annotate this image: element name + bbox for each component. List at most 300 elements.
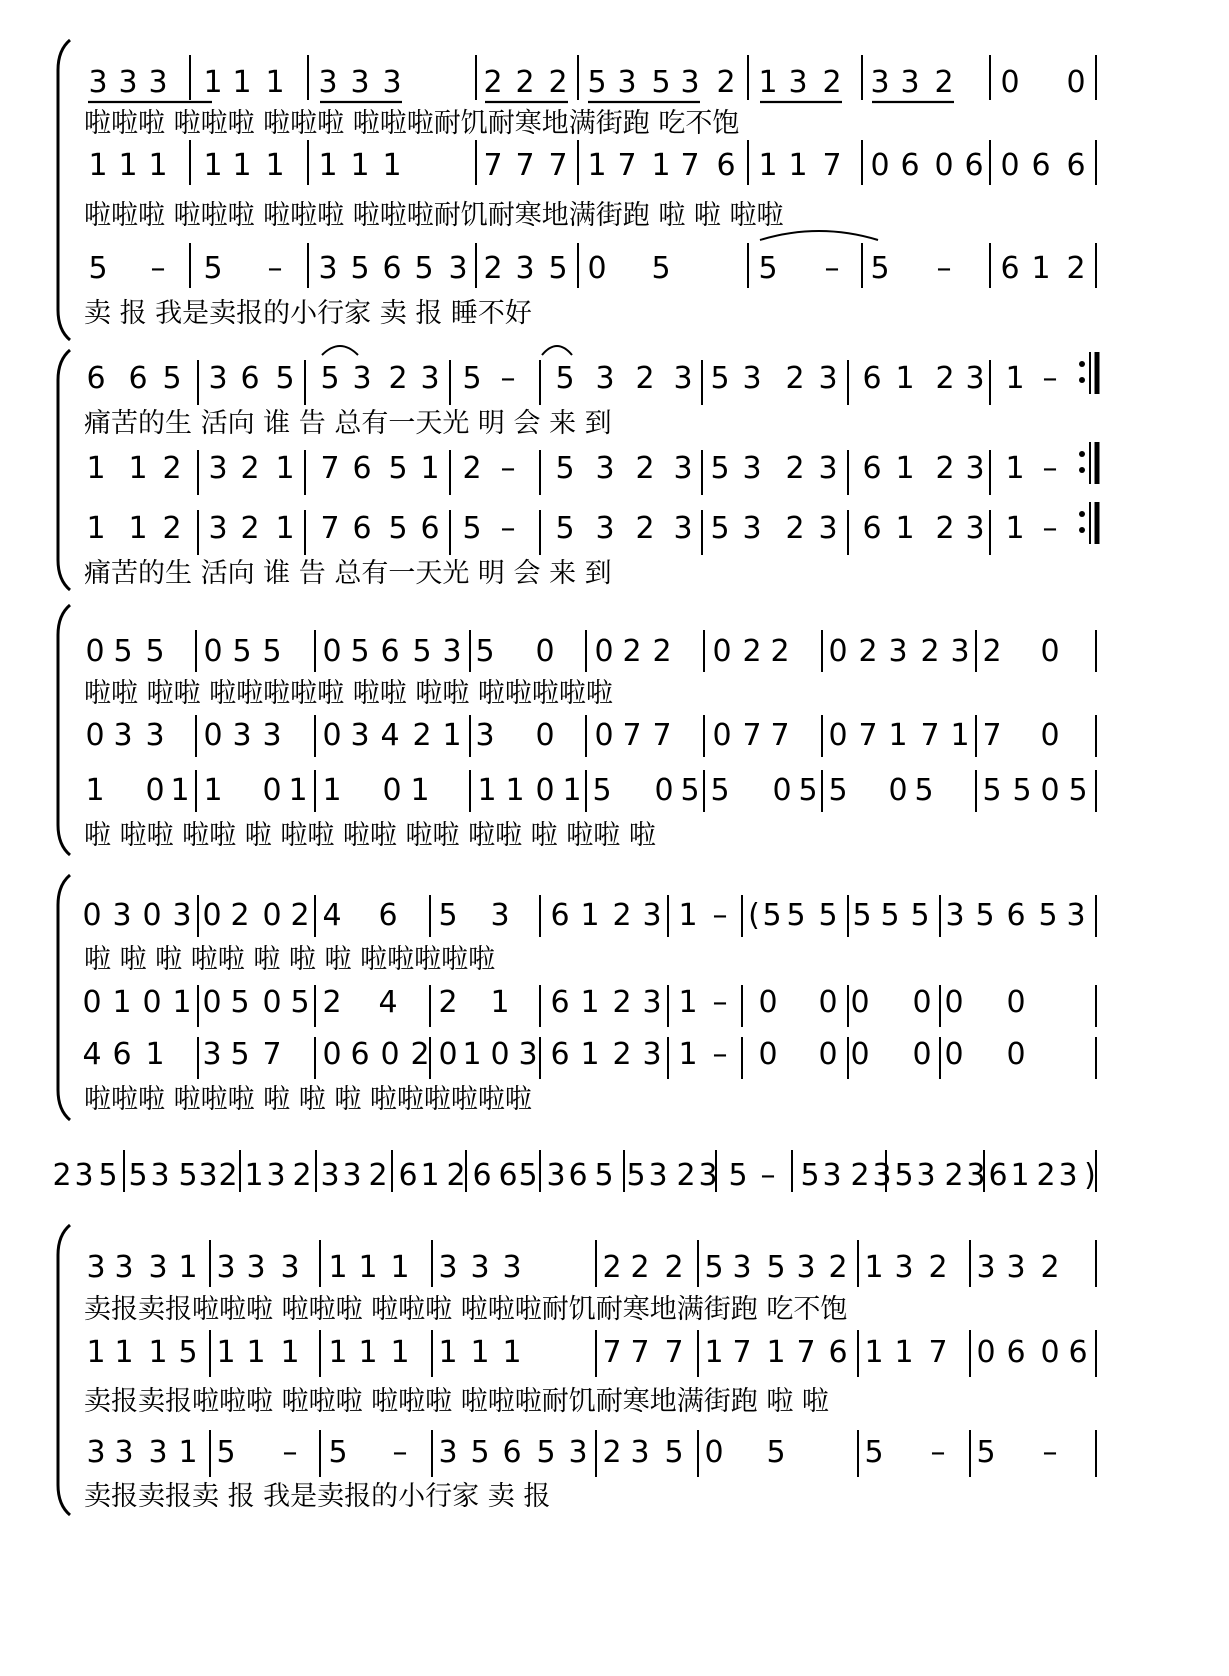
note: 1 bbox=[758, 65, 778, 100]
note: 6 bbox=[1006, 1335, 1026, 1370]
note: 1 bbox=[864, 1335, 884, 1370]
note: 0 bbox=[322, 718, 342, 753]
note: 3 bbox=[208, 511, 228, 546]
lyric-line: 卖报卖报卖 报 我是卖报的小行家 卖 报 bbox=[84, 1481, 551, 1512]
system-4 bbox=[58, 875, 1096, 1120]
note: 2 bbox=[850, 1158, 870, 1193]
slur bbox=[542, 346, 572, 355]
note: 3 bbox=[630, 1435, 650, 1470]
note: 2 bbox=[612, 985, 632, 1020]
note: 1 bbox=[172, 985, 192, 1020]
note: 7 bbox=[928, 1335, 948, 1370]
note: 5 bbox=[462, 361, 482, 396]
note: 6 bbox=[420, 511, 440, 546]
note: 1 bbox=[580, 1037, 600, 1072]
note: 2 bbox=[240, 451, 260, 486]
note: 6 bbox=[1006, 898, 1026, 933]
note: 7 bbox=[732, 1335, 752, 1370]
note: 0 bbox=[1040, 718, 1060, 753]
note: 1 bbox=[587, 148, 607, 183]
note: 1 bbox=[148, 148, 168, 183]
dash-extension: – bbox=[760, 1158, 776, 1193]
note: 5 bbox=[145, 634, 165, 669]
note: 5 bbox=[798, 773, 818, 808]
note: 5 bbox=[412, 634, 432, 669]
note: 5 bbox=[864, 1435, 884, 1470]
dash-extension: – bbox=[1042, 451, 1058, 486]
note: 3 bbox=[546, 1158, 566, 1193]
note: 7 bbox=[822, 148, 842, 183]
repeat-dot bbox=[1079, 527, 1085, 533]
note: 1 bbox=[203, 148, 223, 183]
note: 2 bbox=[612, 1037, 632, 1072]
note: 1 bbox=[145, 1037, 165, 1072]
dash-extension: – bbox=[150, 251, 166, 286]
note: 1 bbox=[246, 1335, 266, 1370]
note: 0 bbox=[944, 1037, 964, 1072]
note: 1 bbox=[888, 718, 908, 753]
note: 5 bbox=[232, 634, 252, 669]
note: 7 bbox=[742, 718, 762, 753]
note: 0 bbox=[262, 773, 282, 808]
note: 5 bbox=[262, 634, 282, 669]
note: 1 bbox=[86, 511, 106, 546]
note: 2 bbox=[982, 634, 1002, 669]
note: 6 bbox=[568, 1158, 588, 1193]
note: 3 bbox=[148, 1435, 168, 1470]
repeat-dot bbox=[1079, 511, 1085, 517]
note: 1 bbox=[178, 1435, 198, 1470]
note: 5 bbox=[414, 251, 434, 286]
dash-extension: – bbox=[712, 985, 728, 1020]
note: 3 bbox=[280, 1250, 300, 1285]
note: 5 bbox=[88, 251, 108, 286]
note: 0 bbox=[1066, 65, 1086, 100]
system-brace bbox=[58, 40, 70, 340]
note: 0 bbox=[1040, 773, 1060, 808]
note: 0 bbox=[203, 718, 223, 753]
note: 3 bbox=[148, 65, 168, 100]
note: 6 bbox=[128, 361, 148, 396]
note: 0 bbox=[535, 634, 555, 669]
note: 3 bbox=[518, 1037, 538, 1072]
note: 5 bbox=[592, 773, 612, 808]
note: 2 bbox=[934, 65, 954, 100]
note: 1 bbox=[118, 148, 138, 183]
note: 0 bbox=[85, 634, 105, 669]
note: 0 bbox=[772, 773, 792, 808]
note: 1 bbox=[288, 773, 308, 808]
lyric-line: 啦 啦啦 啦啦 啦 啦啦 啦啦 啦啦 啦啦 啦 啦啦 啦 bbox=[84, 820, 656, 851]
note: 7 bbox=[630, 1335, 650, 1370]
note: 3 bbox=[916, 1158, 936, 1193]
note: 0 bbox=[535, 773, 555, 808]
note: 2 bbox=[612, 898, 632, 933]
note: 5 bbox=[651, 65, 671, 100]
note: 1 bbox=[477, 773, 497, 808]
note: 1 bbox=[950, 718, 970, 753]
note: 0 bbox=[850, 985, 870, 1020]
note: 6 bbox=[352, 451, 372, 486]
note: 1 bbox=[232, 65, 252, 100]
note: 5 bbox=[766, 1250, 786, 1285]
note: 5 bbox=[894, 1158, 914, 1193]
note: 2 bbox=[483, 65, 503, 100]
note: 5 bbox=[216, 1435, 236, 1470]
lyric-line: 痛苦的生 活向 谁 告 总有一天光 明 会 来 到 bbox=[84, 558, 612, 589]
note: 3 bbox=[642, 898, 662, 933]
note: 5 bbox=[766, 1435, 786, 1470]
note: 3 bbox=[966, 1158, 986, 1193]
system-2 bbox=[58, 350, 1058, 590]
note: 2 bbox=[548, 65, 568, 100]
note: 7 bbox=[770, 718, 790, 753]
note: 3 bbox=[148, 1250, 168, 1285]
note: 6 bbox=[352, 511, 372, 546]
note: 1 bbox=[114, 1335, 134, 1370]
system-5 bbox=[52, 1150, 1096, 1193]
note: 3 bbox=[617, 65, 637, 100]
lyric-line: 卖 报 我是卖报的小行家 卖 报 睡不好 bbox=[84, 298, 532, 329]
note: 0 bbox=[322, 634, 342, 669]
note: 5 bbox=[290, 985, 310, 1020]
note: 5 bbox=[462, 511, 482, 546]
note: 3 bbox=[822, 1158, 842, 1193]
note: 3 bbox=[870, 65, 890, 100]
note: 5 bbox=[275, 361, 295, 396]
note: 2 bbox=[515, 65, 535, 100]
note: 5 bbox=[388, 451, 408, 486]
note: 4 bbox=[82, 1037, 102, 1072]
note: 3 bbox=[818, 511, 838, 546]
note: 5 bbox=[1038, 898, 1058, 933]
note: 3 bbox=[150, 1158, 170, 1193]
note: 1 bbox=[678, 1037, 698, 1072]
note: 5 bbox=[664, 1435, 684, 1470]
note: 1 bbox=[148, 1335, 168, 1370]
note: 1 bbox=[1005, 361, 1025, 396]
note: 7 bbox=[858, 718, 878, 753]
note: 0 bbox=[712, 718, 732, 753]
note: 1 bbox=[322, 773, 342, 808]
note: 3 bbox=[673, 511, 693, 546]
note: 3 bbox=[438, 1250, 458, 1285]
note: 3 bbox=[490, 898, 510, 933]
note: 1 bbox=[178, 1250, 198, 1285]
note: 0 bbox=[145, 773, 165, 808]
note: 1 bbox=[758, 148, 778, 183]
note: 1 bbox=[1010, 1158, 1030, 1193]
note: 1 bbox=[216, 1335, 236, 1370]
note: 3 bbox=[888, 634, 908, 669]
note: 7 bbox=[483, 148, 503, 183]
note: 3 bbox=[448, 251, 468, 286]
note: 6 bbox=[550, 898, 570, 933]
note: 2 bbox=[410, 1037, 430, 1072]
note: 3 bbox=[318, 65, 338, 100]
lyric-line: 卖报卖报啦啦啦 啦啦啦 啦啦啦 啦啦啦耐饥耐寒地满街跑 啦 啦 bbox=[84, 1386, 829, 1417]
system-brace bbox=[58, 605, 70, 855]
note: 5 bbox=[350, 251, 370, 286]
note: 6 bbox=[900, 148, 920, 183]
note: 2 bbox=[785, 511, 805, 546]
note: 1 bbox=[895, 451, 915, 486]
note: 6 bbox=[1031, 148, 1051, 183]
note: 3 bbox=[742, 451, 762, 486]
note: 5 bbox=[555, 451, 575, 486]
note: 1 bbox=[318, 148, 338, 183]
note: 3 bbox=[595, 511, 615, 546]
note: 5 bbox=[914, 773, 934, 808]
note: 2 bbox=[858, 634, 878, 669]
note: 3 bbox=[172, 898, 192, 933]
note: 1 bbox=[678, 985, 698, 1020]
note: 1 bbox=[420, 451, 440, 486]
note: 2 bbox=[828, 1250, 848, 1285]
note: 3 bbox=[673, 361, 693, 396]
lyric-line: 啦啦啦 啦啦啦 啦啦啦 啦啦啦耐饥耐寒地满街跑 啦 啦 啦啦 bbox=[84, 200, 784, 231]
note: 2 bbox=[446, 1158, 466, 1193]
note: 0 bbox=[850, 1037, 870, 1072]
note: 6 bbox=[862, 451, 882, 486]
note: 3 bbox=[342, 1158, 362, 1193]
repeat-dot bbox=[1079, 467, 1085, 473]
note: 0 bbox=[976, 1335, 996, 1370]
slur bbox=[760, 231, 878, 240]
note: 5 bbox=[98, 1158, 118, 1193]
note: 2 bbox=[622, 634, 642, 669]
note: 5 bbox=[178, 1158, 198, 1193]
note: 3 bbox=[698, 1158, 718, 1193]
note: 0 bbox=[828, 718, 848, 753]
note: 3 bbox=[1058, 1158, 1078, 1193]
dash-extension: – bbox=[936, 251, 952, 286]
note: 3 bbox=[680, 65, 700, 100]
note: 0 bbox=[934, 148, 954, 183]
note: 3 bbox=[86, 1435, 106, 1470]
note: 7 bbox=[320, 451, 340, 486]
note: 1 bbox=[265, 148, 285, 183]
note: 5 bbox=[651, 251, 671, 286]
note: 7 bbox=[515, 148, 535, 183]
note: 0 bbox=[1006, 1037, 1026, 1072]
note: 3 bbox=[350, 65, 370, 100]
note: 6 bbox=[550, 985, 570, 1020]
note: 6 bbox=[350, 1037, 370, 1072]
note: 5 bbox=[178, 1335, 198, 1370]
note: 3 bbox=[74, 1158, 94, 1193]
note: 1 bbox=[275, 511, 295, 546]
note: 5 bbox=[975, 898, 995, 933]
note: 0 bbox=[758, 985, 778, 1020]
note: 6 bbox=[380, 634, 400, 669]
note: 5 bbox=[710, 511, 730, 546]
note: 2 bbox=[602, 1250, 622, 1285]
note: 3 bbox=[442, 634, 462, 669]
note: 2 bbox=[230, 898, 250, 933]
note: 6 bbox=[964, 148, 984, 183]
note: 6 bbox=[1000, 251, 1020, 286]
note: 5 bbox=[704, 1250, 724, 1285]
note: 3 bbox=[950, 634, 970, 669]
dash-extension: – bbox=[267, 251, 283, 286]
dash-extension: – bbox=[282, 1435, 298, 1470]
note: 4 bbox=[322, 898, 342, 933]
note: 0 bbox=[262, 898, 282, 933]
lyric-line: 啦 啦 啦 啦啦 啦 啦 啦 啦啦啦啦啦 bbox=[84, 944, 496, 975]
note: 1 bbox=[766, 1335, 786, 1370]
note: 0 bbox=[654, 773, 674, 808]
note: 7 bbox=[320, 511, 340, 546]
note: 0 bbox=[818, 1037, 838, 1072]
note: 3 bbox=[88, 65, 108, 100]
note: 1 bbox=[788, 148, 808, 183]
note: 0 bbox=[587, 251, 607, 286]
note: 0 bbox=[202, 985, 222, 1020]
note: 2 bbox=[1040, 1250, 1060, 1285]
note: 1 bbox=[86, 451, 106, 486]
note: 3 bbox=[208, 451, 228, 486]
note: 1 bbox=[1031, 251, 1051, 286]
note: 3 bbox=[642, 985, 662, 1020]
note: 1 bbox=[390, 1250, 410, 1285]
note: 7 bbox=[982, 718, 1002, 753]
note: 1 bbox=[203, 773, 223, 808]
note: 3 bbox=[114, 1435, 134, 1470]
note: 5 bbox=[328, 1435, 348, 1470]
system-brace bbox=[58, 875, 70, 1120]
note: 1 bbox=[350, 148, 370, 183]
lyric-line: 啦啦啦 啦啦啦 啦 啦 啦 啦啦啦啦啦啦 bbox=[84, 1084, 532, 1115]
note: 1 bbox=[85, 773, 105, 808]
note: 0 bbox=[888, 773, 908, 808]
note: 3 bbox=[118, 65, 138, 100]
note: 3 bbox=[502, 1250, 522, 1285]
note: 3 bbox=[1006, 1250, 1026, 1285]
note: 5 bbox=[762, 898, 782, 933]
dash-extension: – bbox=[500, 361, 516, 396]
note: 3 bbox=[216, 1250, 236, 1285]
note: 3 bbox=[198, 1158, 218, 1193]
note: 2 bbox=[1066, 251, 1086, 286]
note: 5 bbox=[1068, 773, 1088, 808]
note: 7 bbox=[920, 718, 940, 753]
note: 1 bbox=[580, 985, 600, 1020]
note: 6 bbox=[1068, 1335, 1088, 1370]
note: 0 bbox=[594, 718, 614, 753]
note: 3 bbox=[945, 898, 965, 933]
note: 1 bbox=[88, 148, 108, 183]
note: 5 bbox=[758, 251, 778, 286]
note: 2 bbox=[676, 1158, 696, 1193]
note: 3 bbox=[1066, 898, 1086, 933]
note: 5 bbox=[555, 511, 575, 546]
note: 2 bbox=[630, 1250, 650, 1285]
note: 3 bbox=[318, 251, 338, 286]
note: 3 bbox=[673, 451, 693, 486]
note: 5 bbox=[438, 898, 458, 933]
note: 6 bbox=[378, 898, 398, 933]
note: 3 bbox=[568, 1435, 588, 1470]
note: 0 bbox=[944, 985, 964, 1020]
note: 2 bbox=[292, 1158, 312, 1193]
note: 6 bbox=[502, 1435, 522, 1470]
note: 7 bbox=[262, 1037, 282, 1072]
system-brace bbox=[58, 1225, 70, 1515]
note: 3 bbox=[965, 451, 985, 486]
note: 2 bbox=[635, 511, 655, 546]
dash-extension: – bbox=[824, 251, 840, 286]
note: 0 bbox=[704, 1435, 724, 1470]
score-systems bbox=[52, 40, 1097, 1515]
note: 5 bbox=[728, 1158, 748, 1193]
note: 3 bbox=[145, 718, 165, 753]
note: 5 bbox=[818, 898, 838, 933]
note: 5 bbox=[870, 251, 890, 286]
note: 2 bbox=[635, 361, 655, 396]
note: 3 bbox=[595, 451, 615, 486]
note: 1 bbox=[502, 1335, 522, 1370]
note: 6 bbox=[550, 1037, 570, 1072]
note: 4 bbox=[380, 718, 400, 753]
note: 0 bbox=[758, 1037, 778, 1072]
note: 0 bbox=[202, 898, 222, 933]
note: 1 bbox=[704, 1335, 724, 1370]
note: 5 bbox=[710, 361, 730, 396]
note: 7 bbox=[652, 718, 672, 753]
note: 5 bbox=[680, 773, 700, 808]
note: 0 bbox=[1040, 1335, 1060, 1370]
note: 6 bbox=[240, 361, 260, 396]
note: 3 bbox=[900, 65, 920, 100]
note: 2 bbox=[742, 634, 762, 669]
note: 2 bbox=[785, 361, 805, 396]
note: 3 bbox=[965, 511, 985, 546]
note: 0 bbox=[85, 718, 105, 753]
note: 1 bbox=[170, 773, 190, 808]
note: 7 bbox=[617, 148, 637, 183]
note: 1 bbox=[894, 1335, 914, 1370]
note: 2 bbox=[635, 451, 655, 486]
note: 2 bbox=[935, 451, 955, 486]
note: 0 bbox=[490, 1037, 510, 1072]
note: 3 bbox=[595, 361, 615, 396]
note: 2 bbox=[944, 1158, 964, 1193]
note: 3 bbox=[438, 1435, 458, 1470]
dash-extension: – bbox=[930, 1435, 946, 1470]
dash-extension: – bbox=[712, 898, 728, 933]
note: 0 bbox=[1006, 985, 1026, 1020]
slur bbox=[322, 346, 358, 355]
note: 5 bbox=[350, 634, 370, 669]
note: 5 bbox=[828, 773, 848, 808]
note: 3 bbox=[965, 361, 985, 396]
note: 3 bbox=[420, 361, 440, 396]
dash-extension: – bbox=[1042, 361, 1058, 396]
note: 5 bbox=[113, 634, 133, 669]
note: 1 bbox=[265, 65, 285, 100]
note: 5 bbox=[710, 773, 730, 808]
repeat-dot bbox=[1079, 377, 1085, 383]
note: 2 bbox=[162, 451, 182, 486]
note: 5 bbox=[518, 1158, 538, 1193]
note: 0 bbox=[818, 985, 838, 1020]
note: 6 bbox=[862, 361, 882, 396]
note: 3 bbox=[872, 1158, 892, 1193]
note: 2 bbox=[928, 1250, 948, 1285]
note: 2 bbox=[322, 985, 342, 1020]
note: 7 bbox=[664, 1335, 684, 1370]
